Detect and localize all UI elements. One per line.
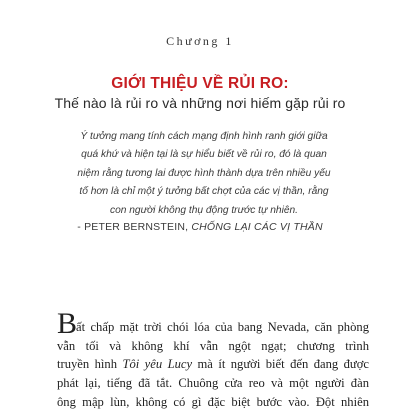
body-line-text: ất chấp mặt trời chói lóa của bang Nevada, căn phòng — [76, 320, 369, 334]
body-line — [57, 307, 369, 340]
body-line: vẫn tối và không khí vẫn ngột ngạt; chương trình — [57, 338, 369, 353]
chapter-title: GIỚI THIỆU VỀ RỦI RO: — [111, 75, 289, 92]
attribution-author: - PETER BERNSTEIN, — [77, 221, 192, 233]
epigraph-line: niệm rằng tương lai được hình thành dựa trên nhiều yếu — [77, 167, 331, 179]
attribution-work-title: CHỐNG LẠI CÁC VỊ THẦN — [191, 221, 323, 233]
epigraph-line: con người không thụ động trước tự nhiên. — [109, 204, 298, 216]
chapter-subtitle: Thế nào là rủi ro và những nơi hiếm gặp rủi ro — [54, 95, 346, 111]
body-line: phát lại, tiếng đã tắt. Chuông cửa reo và một người đàn — [57, 376, 369, 391]
drop-cap: B — [57, 307, 78, 340]
body-line — [57, 355, 369, 374]
body-line-text: truyền hình — [57, 357, 123, 372]
chapter-label: Chương 1 — [166, 34, 234, 48]
epigraph-line: quá khứ và hiện tại là sự hiểu biết về rủi ro, đó là quan — [81, 149, 327, 161]
epigraph-quote — [70, 128, 338, 220]
epigraph-attribution — [0, 221, 400, 233]
body-line: ông mập lùn, không có gì đặc biệt bước vào. Đột nhiên — [57, 394, 369, 409]
body-paragraph — [57, 307, 369, 412]
epigraph-line: tố hơn là chỉ một ý tưởng bất chợt của các vị thần, rằng — [79, 186, 329, 198]
show-title: Tôi yêu Lucy — [122, 357, 193, 372]
body-line-text: mà ít người biết đến đang được — [192, 357, 369, 372]
epigraph-line: Ý tưởng mang tính cách mạng định hình ranh giới giữa — [80, 131, 328, 142]
